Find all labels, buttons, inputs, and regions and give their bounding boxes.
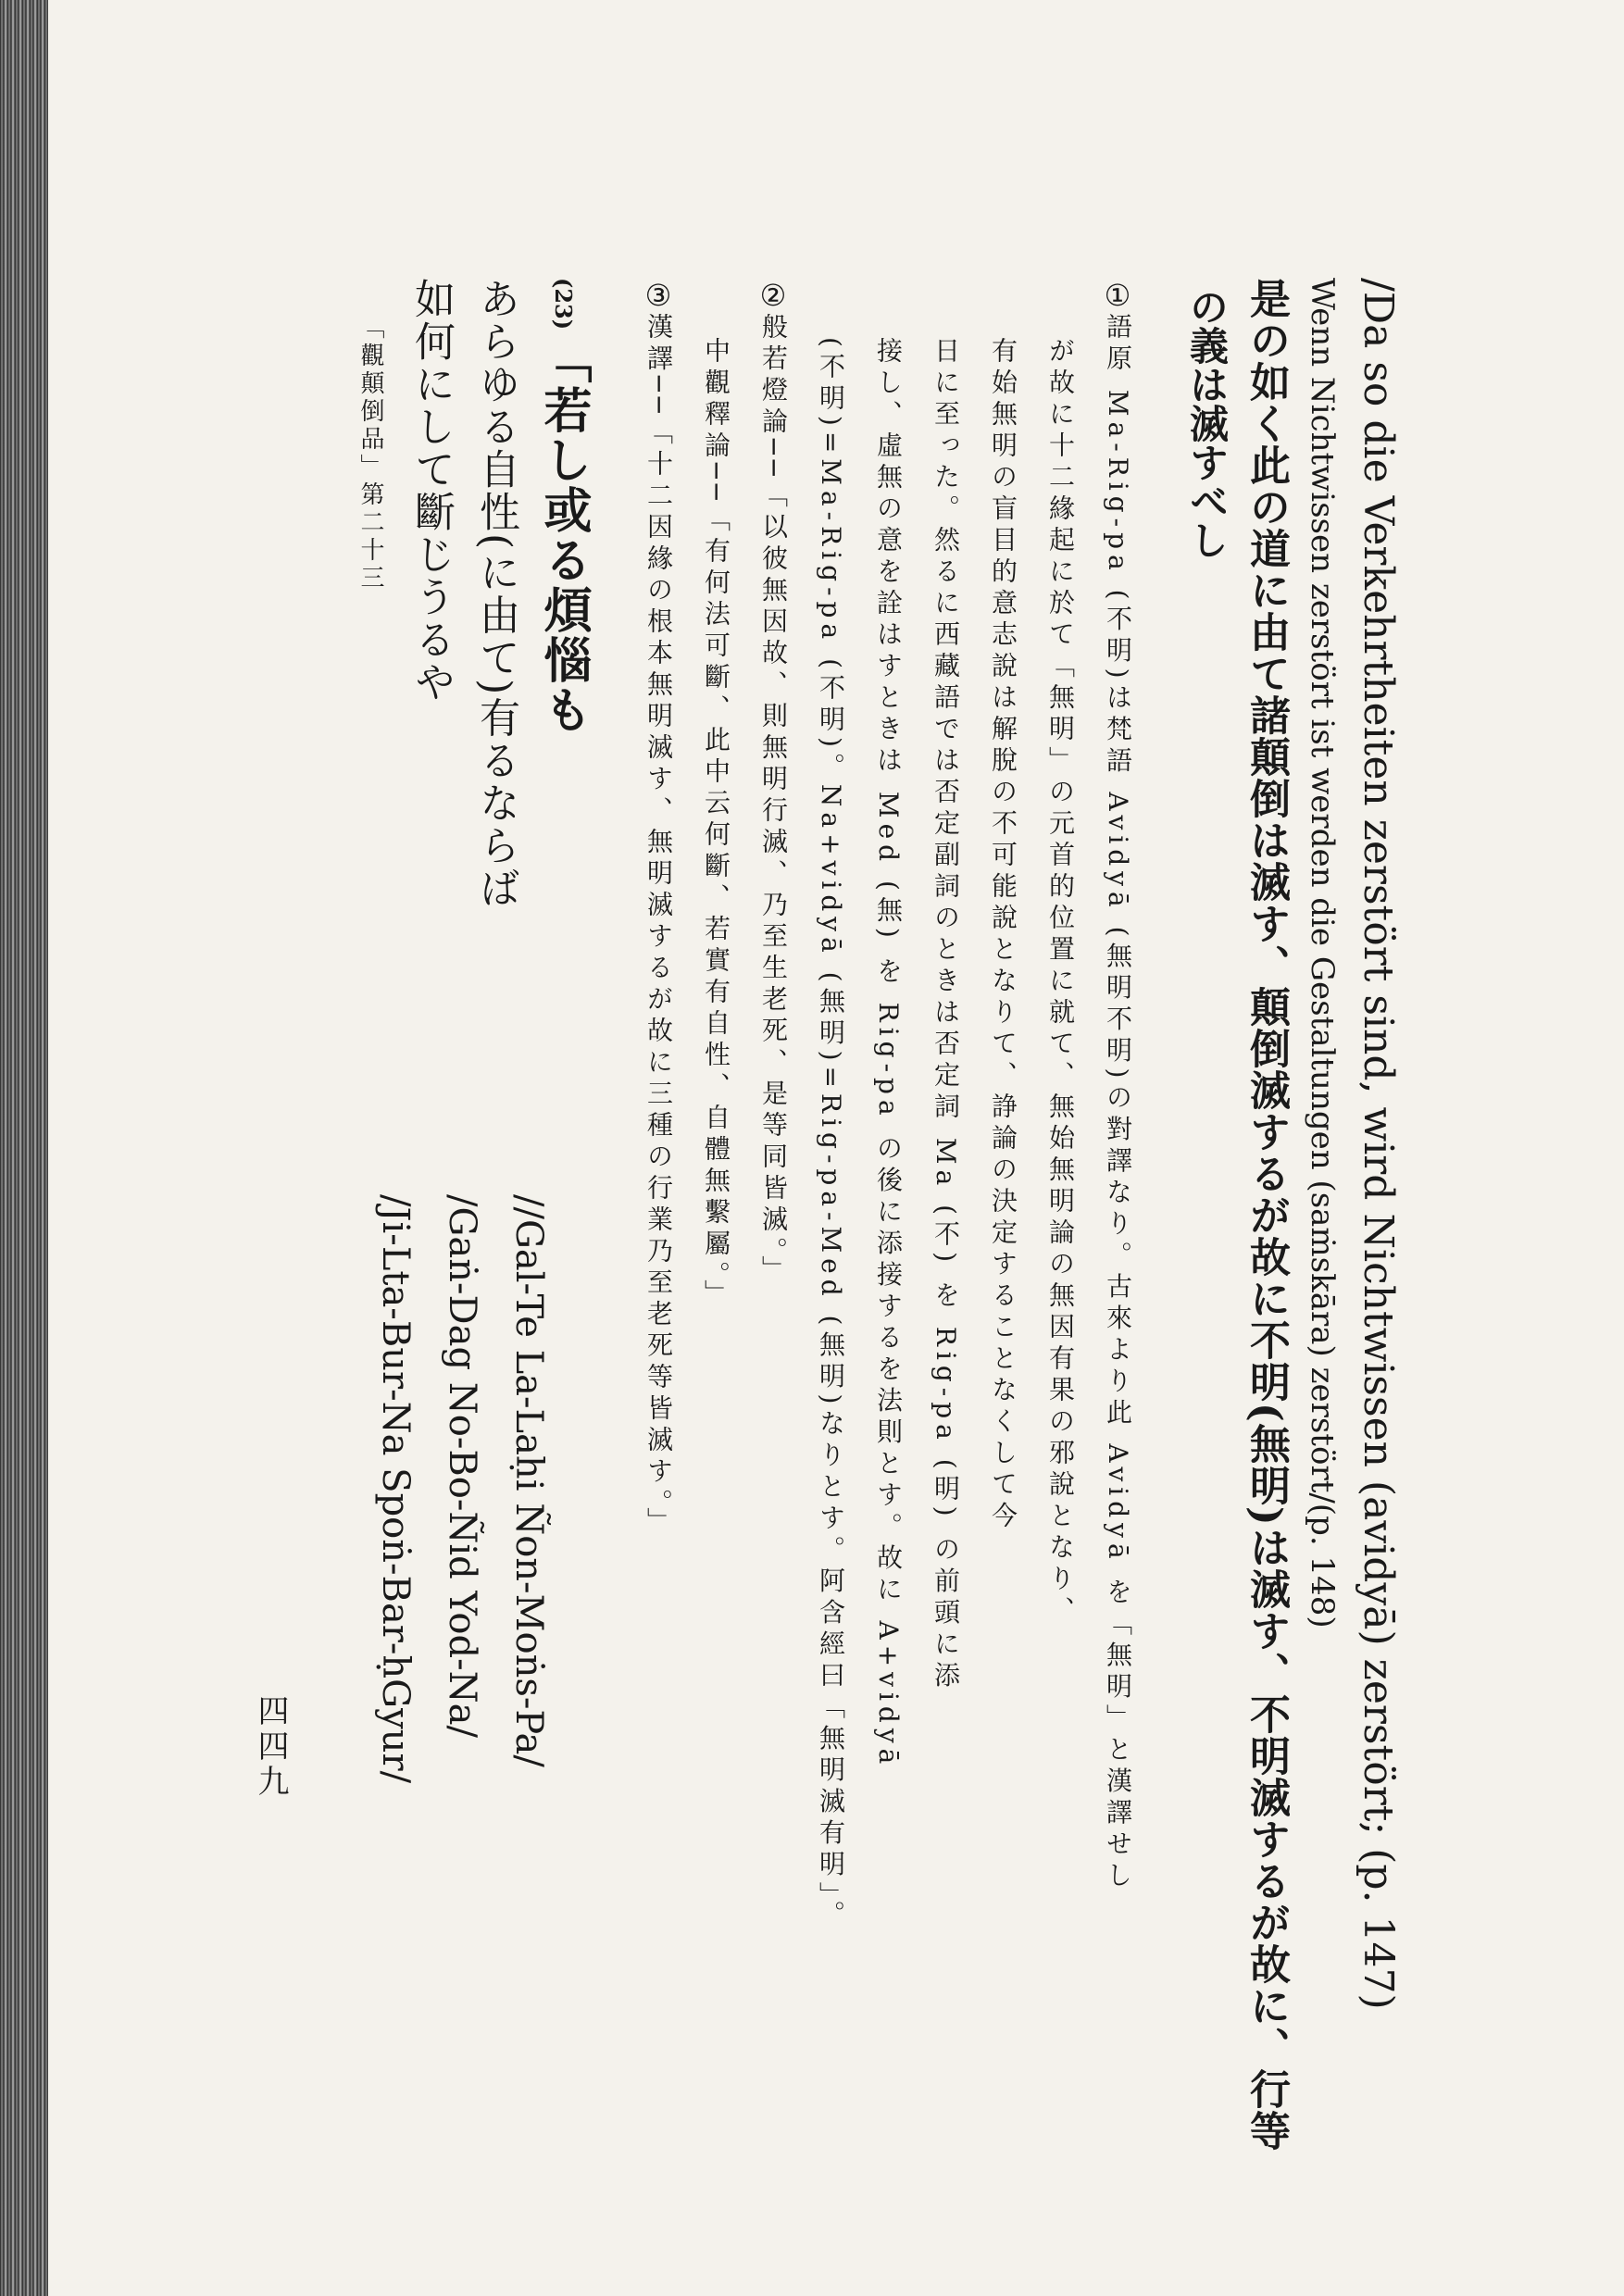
note-3-line-1 <box>630 278 687 2037</box>
tibetan-line-2: /Gaṅ-Dag No-Bo-Ñid Yod-Na/ <box>441 1194 483 1738</box>
note-2-line-2: 中觀釋論──「有何法可斷、此中云何斷、若實有自性、自體無繫屬。」 <box>701 337 731 1311</box>
note-1-line-1 <box>1089 278 1146 2037</box>
note-1-marker: ① <box>1100 278 1135 313</box>
verse-line-1 <box>528 278 598 2037</box>
note-1-line-3: 有始無明の盲目的意志說は解脫の不可能說となりて、諍論の決定することなくして今 <box>988 337 1018 1533</box>
chapter-caption: 「觀顛倒品」第二十三 <box>356 315 384 593</box>
verse-line-2: あらゆる自性(に由て)有るならば <box>472 278 519 910</box>
verse-line-3: 如何にして斷じうるや <box>407 278 455 704</box>
spacer <box>1146 278 1178 2037</box>
german-line-1: /Da so die Verkehrtheiten zerstört sind, wird Nichtwissen (avidyā) zerstört; (p. 147) <box>1355 278 1402 2010</box>
note-3-marker: ③ <box>641 278 676 313</box>
note-3-text-1: 漢譯──「十二因緣の根本無明滅す、無明滅するが故に三種の行業乃至老死等皆滅す。」 <box>643 313 674 1539</box>
note-2-text-1: 般若燈論──「以彼無因故、則無明行滅、乃至生老死、是等同皆滅。」 <box>758 313 789 1287</box>
verse-text-1: 「若し或る煩惱も <box>535 335 592 736</box>
note-1-line-6: (不明)=Ma-Rig-pa (不明)。Na+vidyā (無明)=Rig-pa-Med (無明)なりとす。阿含經曰「無明滅有明」。 <box>816 337 846 1932</box>
note-2-line-1 <box>744 278 802 2037</box>
tibetan-line-3: /Ji-Lta-Bur-Na Spoṅ-Bar-ḥGyur/ <box>374 1194 417 1784</box>
japanese-main-line-2: の義は滅すべし <box>1184 287 1230 559</box>
note-1-text-1: 語原 Ma-Rig-pa (不明)は梵語 Avidyā (無明不明)の對譯なり。古來より此 Avidyā を「無明」と漢譯せし <box>1103 313 1133 1893</box>
spacer <box>598 278 630 2037</box>
scan-binding-edge <box>0 0 48 2296</box>
note-2-marker: ② <box>756 278 791 313</box>
note-1-line-4: 日に至った。然るに西藏語では否定副詞のときは否定詞 Ma (不) を Rig-pa (明) の前頭に添 <box>931 337 961 1693</box>
note-1-line-2: が故に十二緣起に於て「無明」の元首的位置に就て、無始無明論の無因有果の邪說となり、 <box>1045 337 1076 1628</box>
note-1-line-5: 接し、虛無の意を詮はすときは Med (無) を Rig-pa の後に添接するを法則とす。故に A+vidyā <box>873 337 904 1770</box>
verse-number: (23) <box>550 278 577 331</box>
page-number: 四四九 <box>252 1694 289 1800</box>
japanese-main-line-1: 是の如く此の道に由て諸顛倒は滅す、顛倒滅するが故に不明(無明)は滅す、不明滅するが故に、行等 <box>1243 278 1290 2152</box>
tibetan-line-1: //Gal-Te La-Laḥi Ñon-Moṅs-Pa/ <box>507 1194 550 1767</box>
german-line-2: Wenn Nichtwissen zerstört ist werden die Gestaltungen (saṁskāra) zerstört/(p. 148) <box>1304 278 1341 1628</box>
